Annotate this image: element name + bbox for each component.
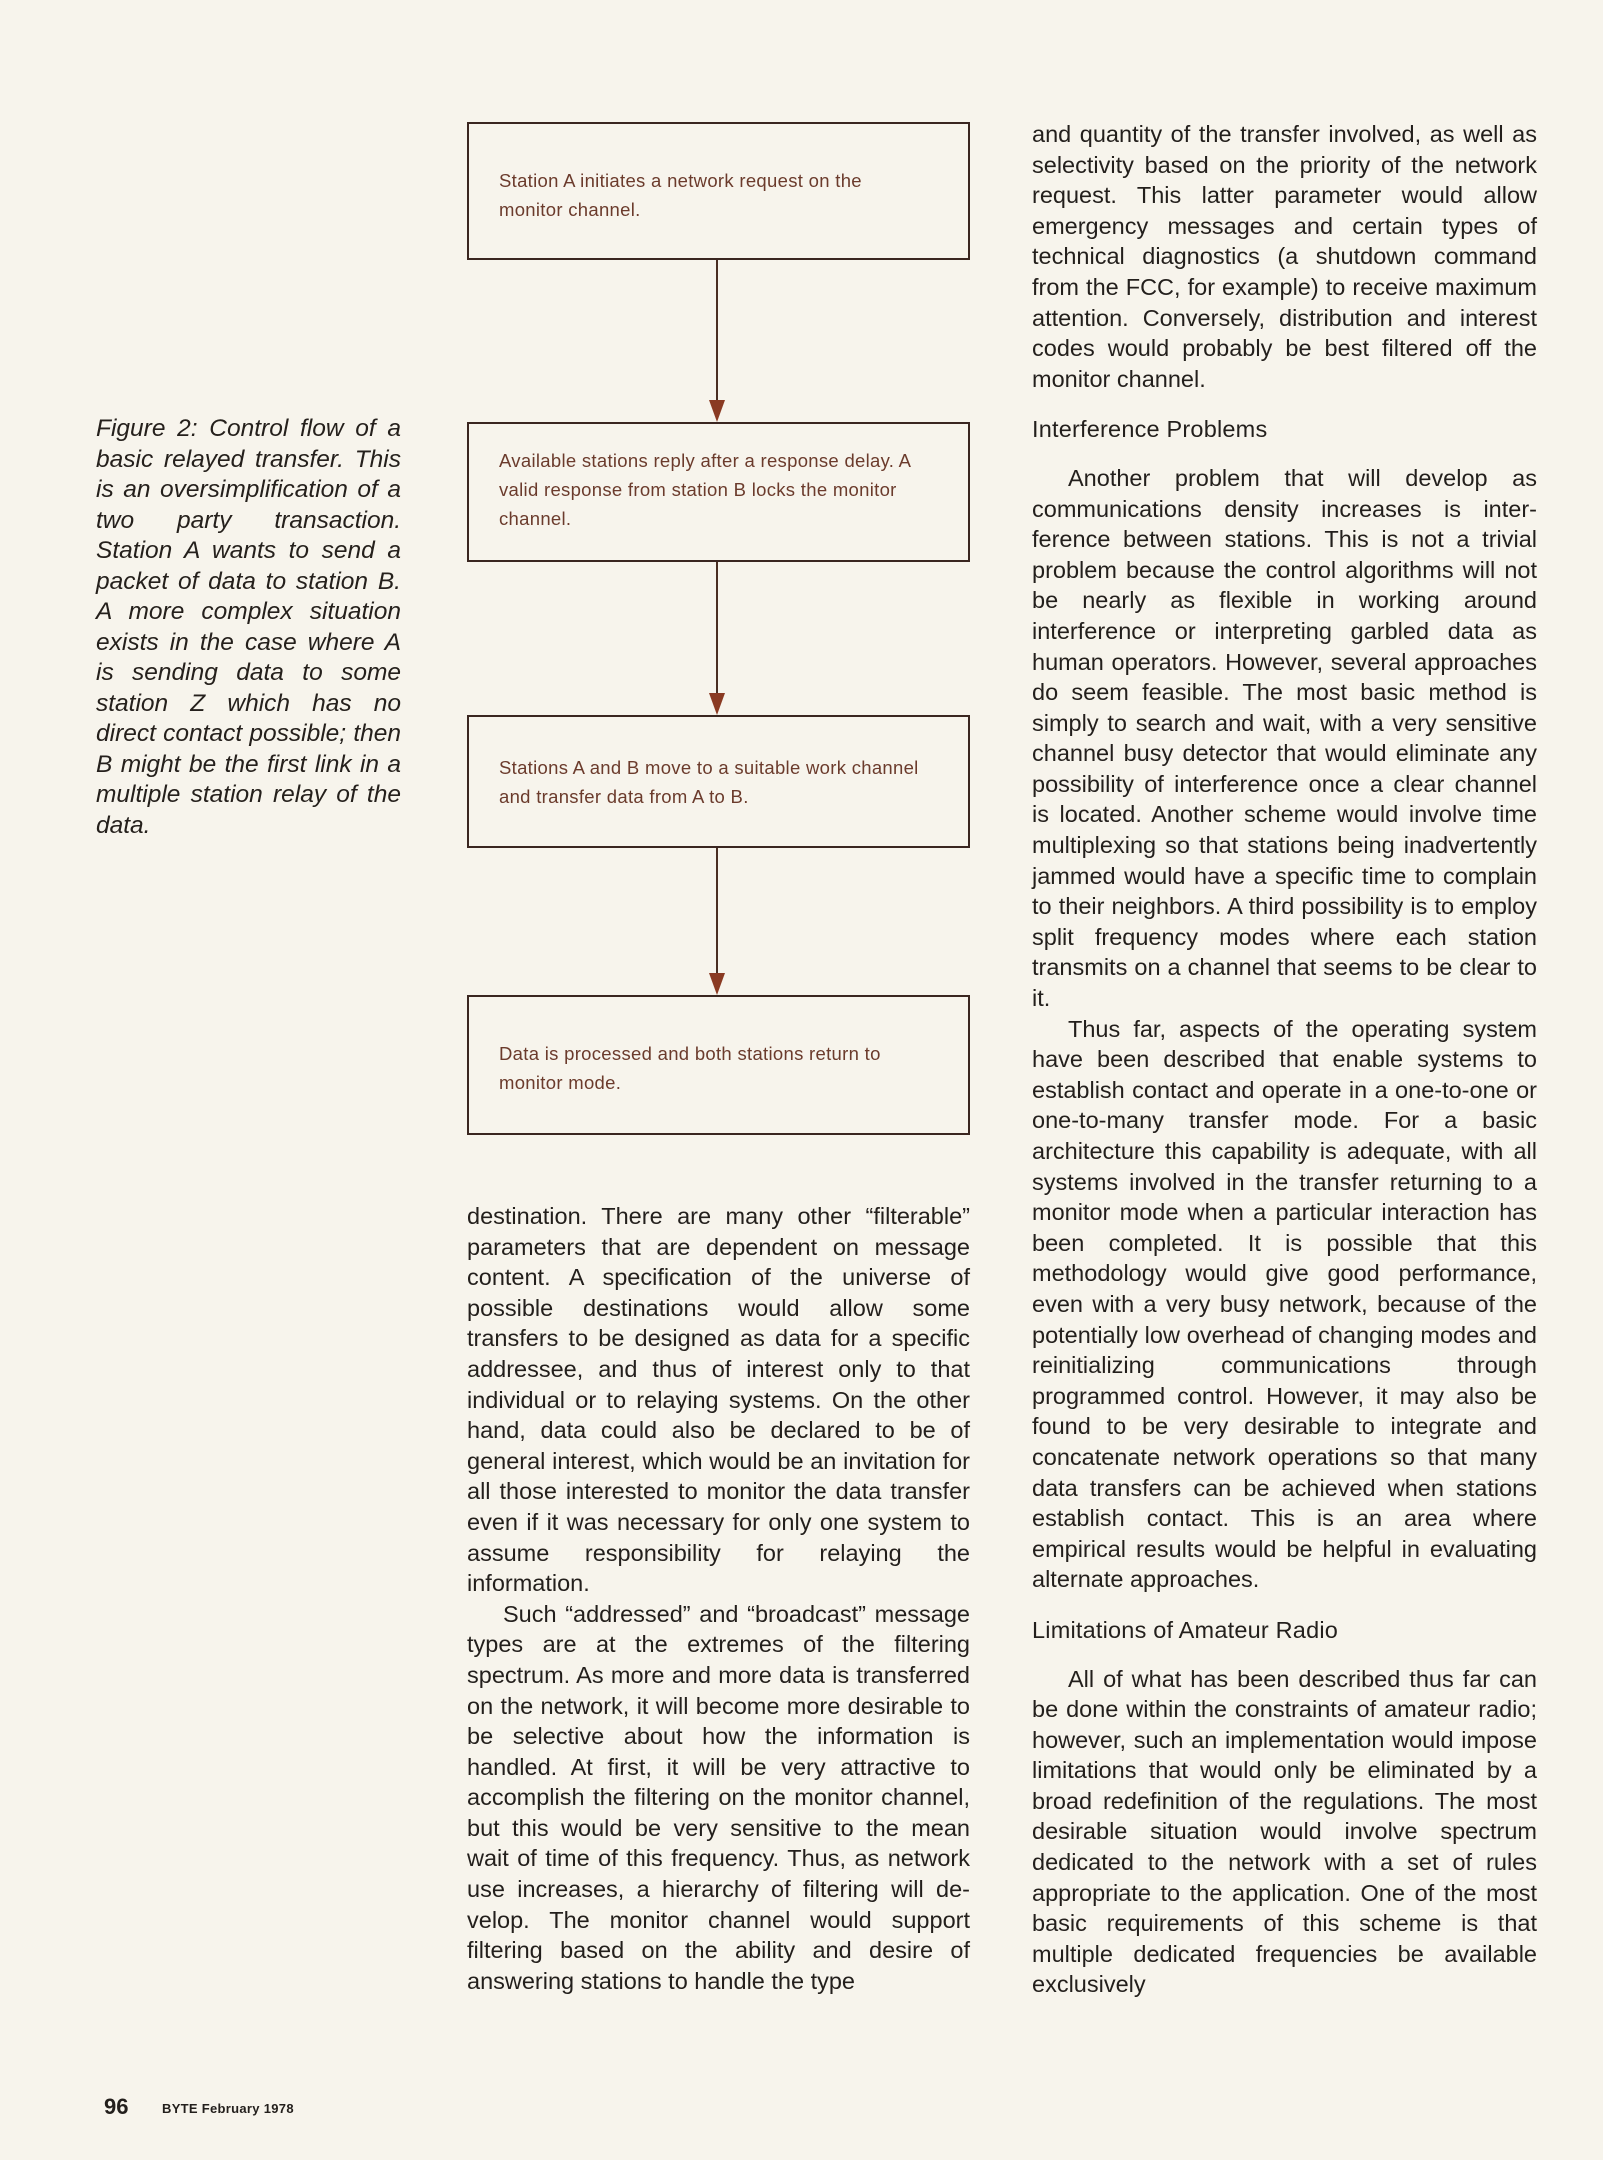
paragraph: All of what has been described thus far can be done within the constraints of amateur radio; however, such an implementation would impose limitations that would only be eliminated by a broad redefinition of the regulations. The most desirable situation would involve spectrum dedicated to the network with a set of rules appropriate to the application. One of the most basic requirements of this scheme is that multiple dedicated frequencies be available exclusively (1032, 1665, 1537, 1998)
flow-step-4-box (467, 995, 970, 1135)
paragraph: destination. There are many other “filterable” parameters that are dependent on message content. A specification of the universe of possible destinations would allow some transfers to be designed as data for a specific addressee, and thus of interest only to that individual or to relaying systems. On the other hand, data could also be declared to be of general interest, which would be an invitation for all those interested to monitor the data transfer even if it was necessary for only one system to assume responsibility for relaying the information. (467, 1203, 970, 1597)
section-heading: Limitations of Amateur Radio (1032, 1616, 1339, 1643)
paragraph: Such “addressed” and “broadcast” message types are at the extremes of the filtering spectrum. As more and more data is transferred on the network, it will become more desirable to be selective about how the information is handled. At first, it will be very attractive to accomplish the filtering on the monitor channel, but this would be very sensitive to the mean wait of time of this frequency. Thus, as network use increases, a hierarchy of filtering will develop. The monitor channel would support filtering based on the ability and desire of answering stations to handle the type (467, 1600, 970, 1994)
flow-arrow-1 (714, 260, 720, 422)
flow-step-2-box (467, 422, 970, 562)
arrow-down-icon (709, 400, 725, 422)
middle-column (467, 1201, 970, 1996)
flow-step-3-box (467, 715, 970, 848)
arrow-down-icon (709, 693, 725, 715)
flow-arrow-2 (714, 562, 720, 715)
paragraph: Another problem that will develop as communications density increases is interference between stations. This is not a trivial problem because the control algorithms will not be nearly as flexible in working around interference or interpreting garbled data as human operators. However, several approaches do seem feasible. The most basic method is simply to search and wait, with a very sensitive channel busy detector that would eliminate any possibility of interference once a clear channel is located. Another scheme would involve time multiplexing so that stations being inadvertently jammed would have a specific time to complain to their neighbors. A third possibility is to employ split frequency modes where each station transmits on a channel that seems to be clear to it. (1032, 464, 1537, 1012)
flow-step-4-text: Data is processed and both stations return to monitor mode. (499, 1043, 881, 1093)
arrow-down-icon (709, 973, 725, 995)
flow-arrow-3 (714, 848, 720, 995)
page-number: 96 (104, 2094, 129, 2119)
right-column (1032, 119, 1537, 2000)
paragraph: and quantity of the transfer involved, as well as selectivity based on the priority of the network request. This latter parameter would allow emergency messages and certain types of technical diagnostics (a shutdown command from the FCC, for example) to receive maximum attention. Conversely, distribution and interest codes would probably be best filtered off the monitor channel. (1032, 121, 1537, 392)
paragraph: Thus far, aspects of the operating system have been described that enable systems to establish contact and operate in a one-to-one or one-to-many transfer mode. For a basic architecture this capability is adequate, with all systems involved in the transfer returning to a monitor mode when a particular interaction has been completed. It is possible that this methodology would give good performance, even with a very busy network, because of the potentially low overhead of changing modes and reinitializing communications through programmed control. However, it may also be found to be very desirable to integrate and concatenate network operations so that many data transfers can be achieved when stations establish contact. This is an area where empirical results would be helpful in evaluating alternate approaches. (1032, 1015, 1537, 1593)
flow-step-2-text: Available stations reply after a response delay. A valid response from station B locks the monitor channel. (499, 450, 911, 529)
section-heading: Interference Problems (1032, 416, 1268, 443)
flow-step-1-text: Station A initiates a network request on the monitor channel. (499, 170, 862, 220)
figure-caption: Figure 2: Control flow of a basic relayed transfer. This is an oversimplification of a two party transaction. Station A wants to send a packet of data to station B. A more complex situation exists in the case where A is sending data to some station Z which has no direct contact possible; then B might be the first link in a multiple station relay of the data. (96, 415, 401, 839)
flow-step-3-text: Stations A and B move to a suitable work channel and transfer data from A to B. (499, 757, 919, 807)
flow-step-1-box (467, 122, 970, 260)
publication-line: BYTE February 1978 (162, 2101, 294, 2116)
